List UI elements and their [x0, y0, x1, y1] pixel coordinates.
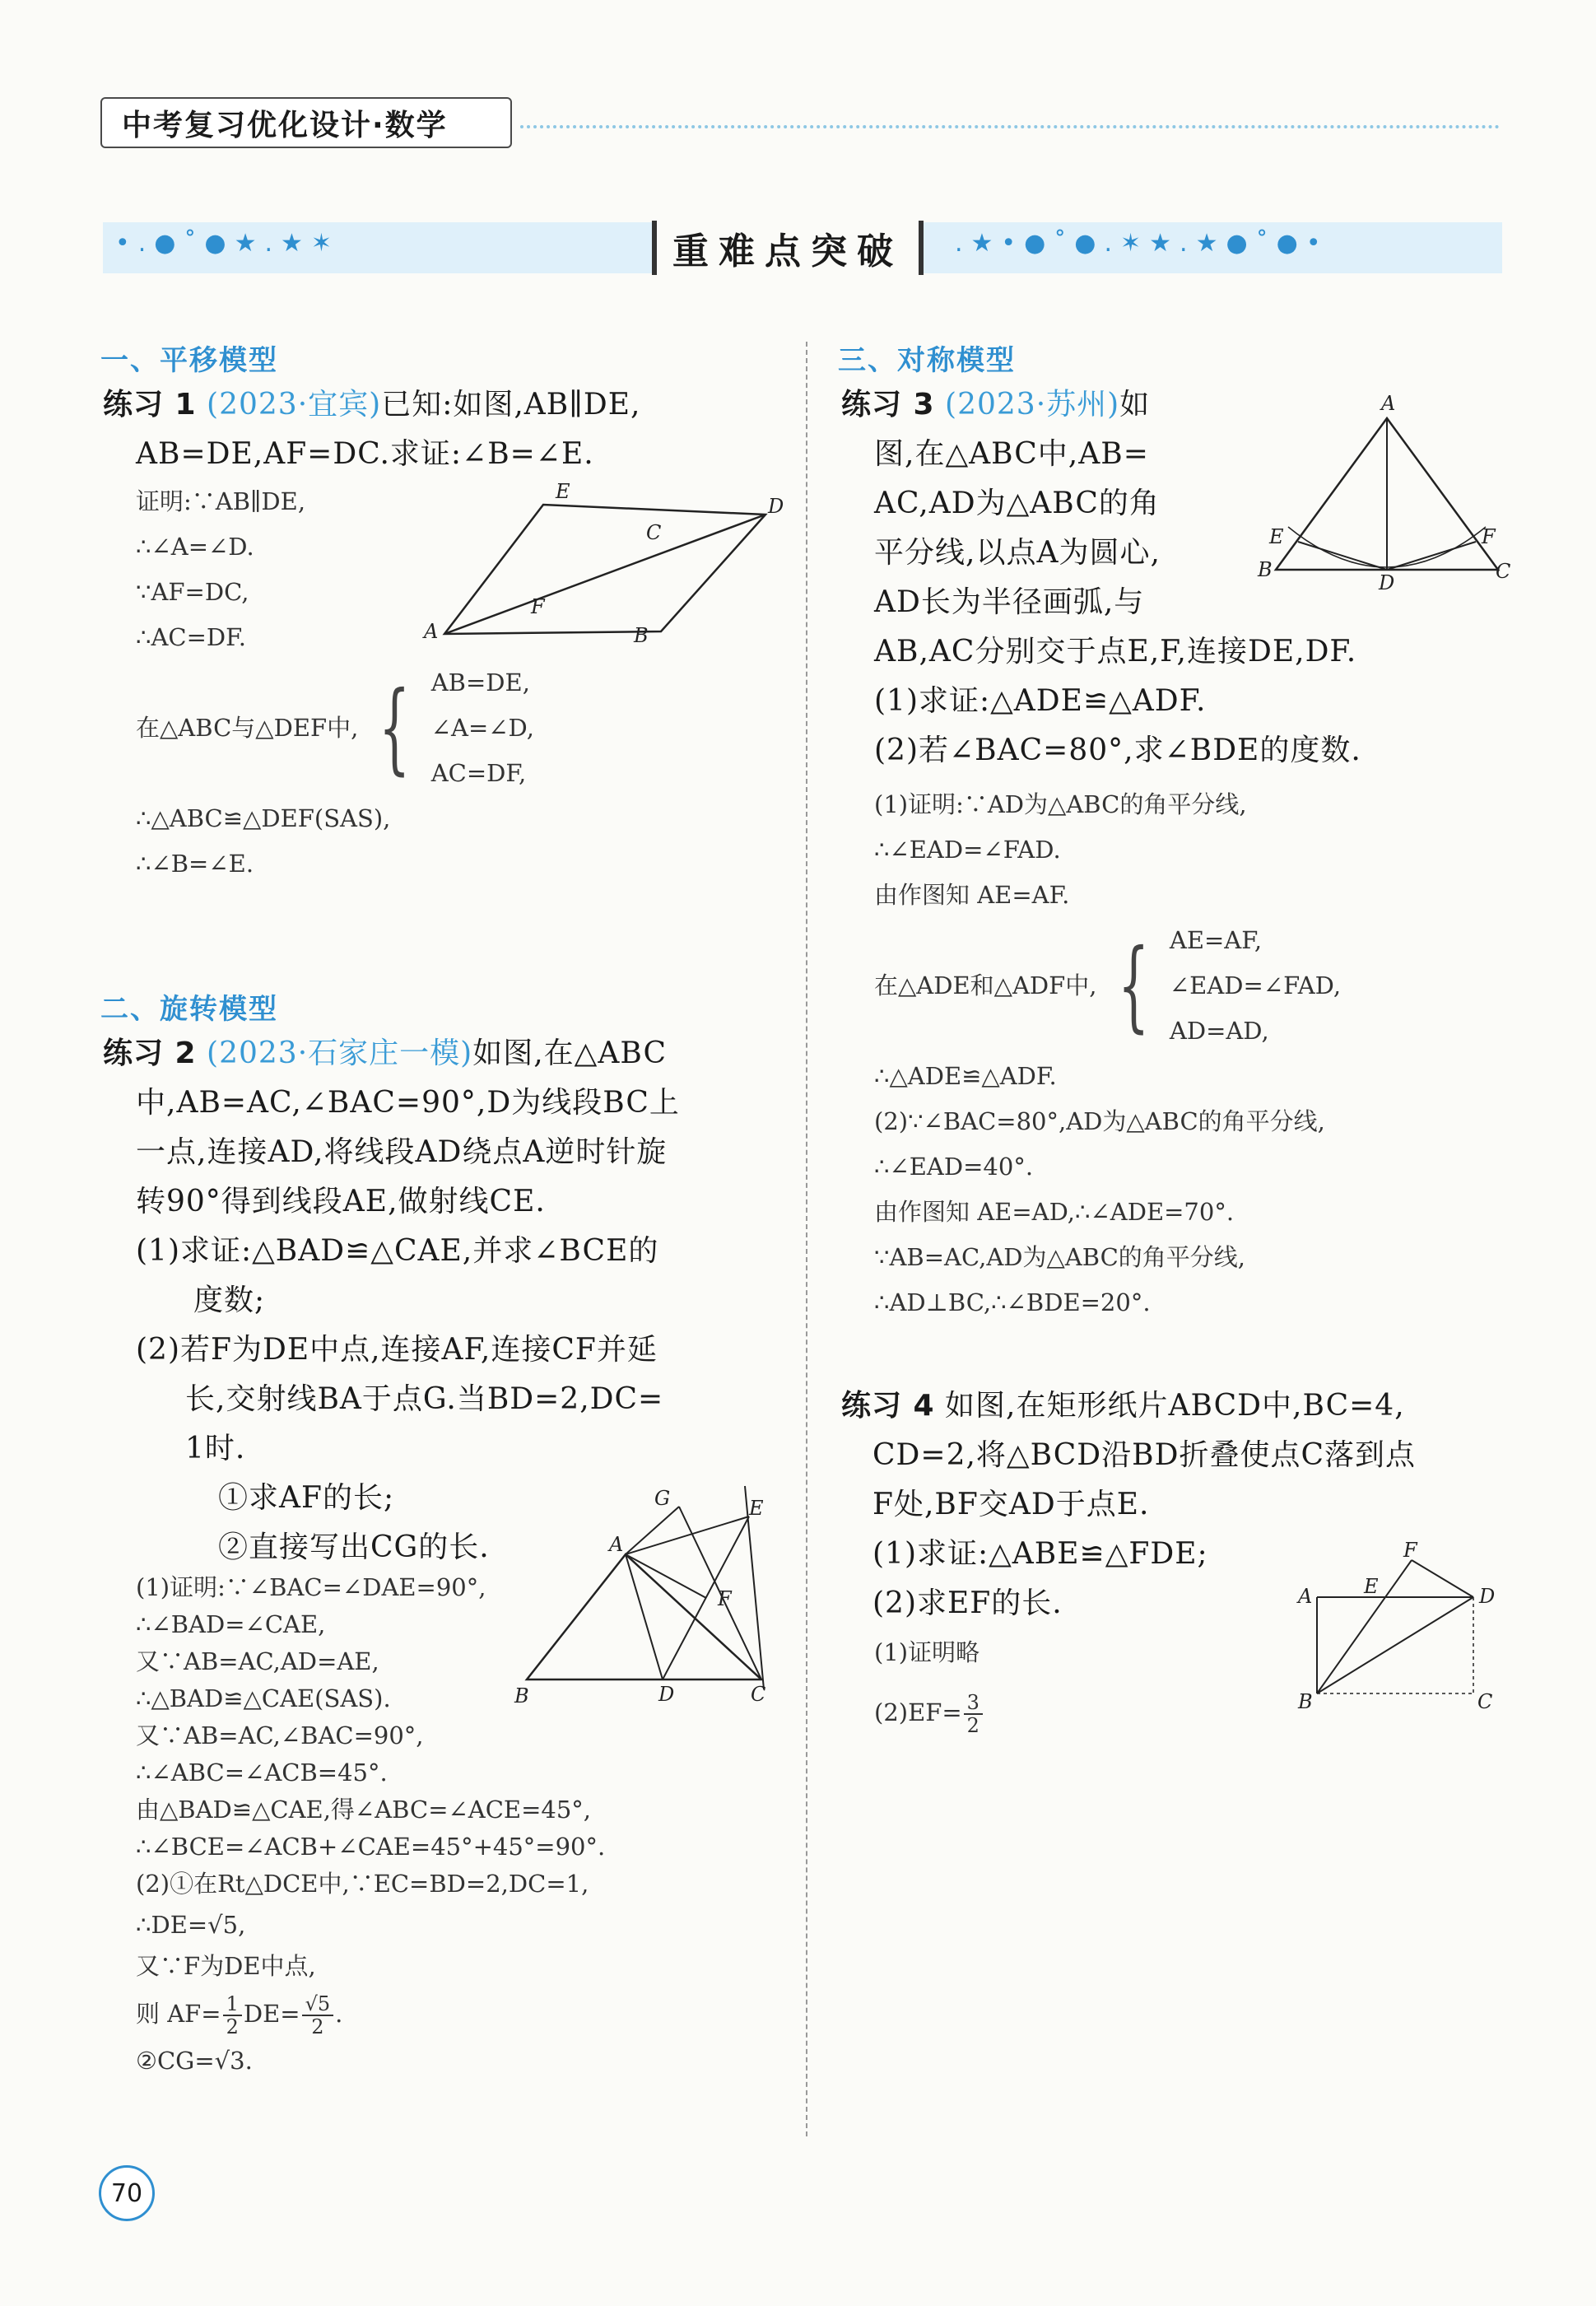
- figure-label-F: F: [1403, 1539, 1417, 1562]
- exercise-1-text-line2: AB=DE,AF=DC.求证:∠B=∠E.: [136, 437, 594, 471]
- figure-label-D: D: [1379, 571, 1395, 594]
- answer-brace-line: AE=AF,: [1169, 926, 1263, 954]
- exercise-4-text-line: F处,BF交AD于点E.: [872, 1488, 1150, 1521]
- exercise-2-label: 练习 2: [103, 1037, 197, 1070]
- column-divider: [806, 342, 807, 2136]
- answer-line: (1)证明略: [874, 1638, 980, 1666]
- figure-label-E: E: [1364, 1575, 1379, 1598]
- exercise-2-part2-line: (2)若F为DE中点,连接AF,连接CF并延: [136, 1333, 658, 1367]
- answer-brace-line: AD=AD,: [1169, 1017, 1269, 1045]
- answer-brace-prefix: 在△ADE和△ADF中,: [874, 971, 1097, 999]
- answer-line: ∴∠B=∠E.: [136, 850, 254, 878]
- answer-line-ef: [874, 1690, 984, 1736]
- figure-label-B: B: [1298, 1690, 1313, 1713]
- figure-label-B: B: [1258, 558, 1273, 581]
- left-brace: {: [379, 670, 411, 785]
- exercise-2-part2-line: 1时.: [185, 1432, 246, 1465]
- answer-line: ∴AD⊥BC,∴∠BDE=20°.: [874, 1288, 1151, 1316]
- figure-line-AD: [444, 515, 765, 634]
- figure-label-E: E: [1269, 525, 1284, 548]
- exercise-3-text-line: AC,AD为△ABC的角: [874, 487, 1160, 520]
- answer-line: (2)∵∠BAC=80°,AD为△ABC的角平分线,: [874, 1107, 1325, 1135]
- answer-brace-prefix: 在△ABC与△DEF中,: [136, 714, 359, 742]
- exercise-2-part1-line: 度数;: [193, 1283, 266, 1317]
- figure-label-A: A: [1298, 1585, 1313, 1608]
- answer-line: ∴∠ABC=∠ACB=45°.: [136, 1759, 388, 1787]
- figure-line-DF: [1387, 542, 1476, 570]
- exercise-1-source: (2023·宜宾): [207, 388, 382, 422]
- figure-label-E: E: [556, 480, 570, 503]
- answer-line: 由作图知 AE=AD,∴∠ADE=70°.: [874, 1198, 1235, 1226]
- figure-label-B: B: [514, 1684, 529, 1707]
- exercise-2-part2a: ①求AF的长;: [218, 1481, 395, 1515]
- figure-label-C: C: [646, 521, 662, 544]
- figure-label-E: E: [749, 1497, 764, 1520]
- exercise-2-text-line0: 如图,在△ABC: [472, 1037, 667, 1070]
- exercise-3-question: [841, 380, 1286, 627]
- fraction-denominator: 2: [226, 2015, 239, 2038]
- exercise-2-part1-line: (1)求证:△BAD≌△CAE,并求∠BCE的: [136, 1234, 659, 1268]
- fraction-numerator: √5: [302, 1993, 334, 2016]
- answer-line: (1)证明:∵∠BAC=∠DAE=90°,: [136, 1573, 486, 1601]
- exercise-3-label: 练习 3: [841, 388, 935, 422]
- section-heading-translation: 一、平移模型: [100, 344, 278, 377]
- answer-brace-line: AB=DE,: [430, 669, 530, 696]
- exercise-2-part2b: ②直接写出CG的长.: [218, 1530, 490, 1564]
- answer-line: ∴△BAD≌△CAE(SAS).: [136, 1684, 391, 1712]
- figure-label-A: A: [1381, 392, 1396, 415]
- figure-line-AD: [626, 1554, 663, 1679]
- answer-line: (1)证明:∵AD为△ABC的角平分线,: [874, 790, 1247, 818]
- banner-right-decoration: .★•●˚●.✶★.★●˚●•: [955, 229, 1329, 258]
- figure-label-A: A: [609, 1533, 624, 1556]
- answer-line: ∴AC=DF.: [136, 623, 246, 651]
- answer-line: ∴△ABC≌△DEF(SAS),: [136, 804, 391, 832]
- figure-label-C: C: [751, 1683, 766, 1706]
- answer-line: 由作图知 AE=AF.: [874, 881, 1070, 909]
- exercise-2-figure: [502, 1482, 774, 1712]
- banner-title: 重难点突破: [652, 221, 924, 275]
- fraction-numerator: 3: [964, 1692, 983, 1715]
- af-prefix: 则 AF=: [136, 2000, 221, 2028]
- af-middle: DE=: [243, 2000, 300, 2028]
- section-heading-rotation: 二、旋转模型: [100, 993, 278, 1026]
- exercise-4-answer: [874, 1630, 984, 1736]
- answer-line: ∴∠BAD=∠CAE,: [136, 1610, 326, 1638]
- answer-line: ∴∠EAD=40°.: [874, 1153, 1034, 1181]
- banner-left-decoration: •.●˚●★.★✶: [115, 229, 341, 258]
- figure-label-A: A: [424, 620, 439, 643]
- answer-brace-group: [874, 918, 1341, 1054]
- section-heading-symmetry: 三、对称模型: [838, 344, 1016, 377]
- answer-brace-line: ∠EAD=∠FAD,: [1169, 971, 1342, 999]
- exercise-3-question-cont: [874, 627, 1533, 776]
- answer-line: ∵AF=DC,: [136, 578, 249, 606]
- header-dotted-line: [520, 125, 1500, 128]
- fraction-sqrt5-over-2: [302, 1993, 334, 2038]
- exercise-3-source: (2023·苏州): [945, 388, 1120, 422]
- figure-label-F: F: [1482, 525, 1496, 548]
- exercise-3-figure: [1251, 387, 1515, 601]
- figure-label-D: D: [658, 1683, 675, 1706]
- answer-line: 又∵AB=AC,∠BAC=90°,: [136, 1721, 424, 1749]
- exercise-4-text-line: CD=2,将△BCD沿BD折叠使点C落到点: [872, 1438, 1417, 1472]
- answer-line: ∵AB=AC,AD为△ABC的角平分线,: [874, 1243, 1246, 1271]
- figure-line-BD: [1317, 1597, 1473, 1693]
- figure-line-AC-inner: [626, 1554, 761, 1679]
- exercise-3-text-line: AD长为半径画弧,与: [874, 585, 1145, 619]
- fraction-numerator: 1: [223, 1993, 242, 2016]
- figure-line-FD: [1412, 1560, 1473, 1597]
- answer-line: 又∵AB=AC,AD=AE,: [136, 1647, 379, 1675]
- exercise-2-source: (2023·石家庄一模): [207, 1037, 473, 1070]
- figure-label-D: D: [768, 495, 784, 518]
- exercise-3-text-line: AB,AC分别交于点E,F,连接DE,DF.: [874, 635, 1357, 669]
- answer-line: ∴∠EAD=∠FAD.: [874, 836, 1061, 864]
- exercise-1-figure: [420, 482, 782, 655]
- exercise-3-part1: (1)求证:△ADE≌△ADF.: [874, 684, 1207, 718]
- figure-label-G: G: [654, 1487, 671, 1510]
- exercise-4-label: 练习 4: [841, 1389, 935, 1423]
- answer-line: ∴∠A=∠D.: [136, 533, 254, 561]
- exercise-1-text-line1: 已知:如图,AB∥DE,: [381, 388, 641, 422]
- ef-prefix: (2)EF=: [874, 1698, 962, 1726]
- exercise-4-figure: [1288, 1539, 1502, 1717]
- exercise-3-text-line: 平分线,以点A为圆心,: [874, 536, 1161, 570]
- figure-label-F: F: [531, 595, 545, 618]
- answer-line: ∴△ADE≌△ADF.: [874, 1062, 1057, 1090]
- answer-line: 证明:∵AB∥DE,: [136, 487, 306, 515]
- answer-line: (2)①在Rt△DCE中,∵EC=BD=2,DC=1,: [136, 1870, 589, 1898]
- figure-line-DE: [1298, 542, 1387, 570]
- fraction-three-halves: [964, 1692, 983, 1736]
- answer-line-cg: ②CG=√3.: [136, 2047, 253, 2075]
- figure-label-C: C: [1477, 1690, 1493, 1713]
- exercise-2-part2-line: 长,交射线BA于点G.当BD=2,DC=: [185, 1382, 664, 1416]
- figure-label-F: F: [718, 1587, 732, 1610]
- fraction-denominator: 2: [311, 2015, 324, 2038]
- exercise-2-text-line: 转90°得到线段AE,做射线CE.: [136, 1185, 546, 1218]
- figure-label-B: B: [634, 624, 649, 647]
- answer-line: ∴DE=√5,: [136, 1911, 246, 1939]
- exercise-3-part2: (2)若∠BAC=80°,求∠BDE的度数.: [874, 734, 1361, 767]
- answer-line: ∴∠BCE=∠ACB+∠CAE=45°+45°=90°.: [136, 1833, 606, 1861]
- answer-brace-line: AC=DF,: [430, 759, 527, 787]
- af-end: .: [335, 2000, 343, 2028]
- exercise-4-part1: (1)求证:△ABE≌△FDE;: [872, 1537, 1208, 1571]
- exercise-2-text-line: 中,AB=AC,∠BAC=90°,D为线段BC上: [136, 1086, 680, 1120]
- exercise-2-text-line: 一点,连接AD,将线段AD绕点A逆时针旋: [136, 1135, 668, 1169]
- exercise-3-text-line: 图,在△ABC中,AB=: [874, 437, 1149, 471]
- fraction-denominator: 2: [966, 1714, 979, 1737]
- figure-label-D: D: [1479, 1585, 1496, 1608]
- book-title: 中考复习优化设计·数学: [100, 97, 512, 148]
- exercise-1-label: 练习 1: [103, 388, 197, 422]
- left-brace: {: [1117, 928, 1149, 1043]
- exercise-1-question: [103, 380, 778, 479]
- exercise-3-text: 如: [1119, 388, 1151, 422]
- figure-parallelogram-outline: [444, 505, 765, 634]
- figure-line-AG: [626, 1507, 679, 1554]
- answer-line: 又∵F为DE中点,: [136, 1952, 316, 1980]
- answer-line: 由△BAD≌△CAE,得∠ABC=∠ACE=45°,: [136, 1796, 592, 1824]
- exercise-3-answer: [874, 782, 1341, 1325]
- exercise-4-part2: (2)求EF的长.: [872, 1586, 1063, 1620]
- answer-brace-line: ∠A=∠D,: [430, 714, 534, 742]
- page-number: 70: [99, 2165, 155, 2221]
- answer-brace-group: [136, 660, 534, 796]
- answer-line-af: [136, 1993, 605, 2038]
- fraction-half: [223, 1993, 242, 2038]
- exercise-4-text-line: 如图,在矩形纸片ABCD中,BC=4,: [945, 1389, 1405, 1423]
- figure-label-C: C: [1496, 560, 1511, 583]
